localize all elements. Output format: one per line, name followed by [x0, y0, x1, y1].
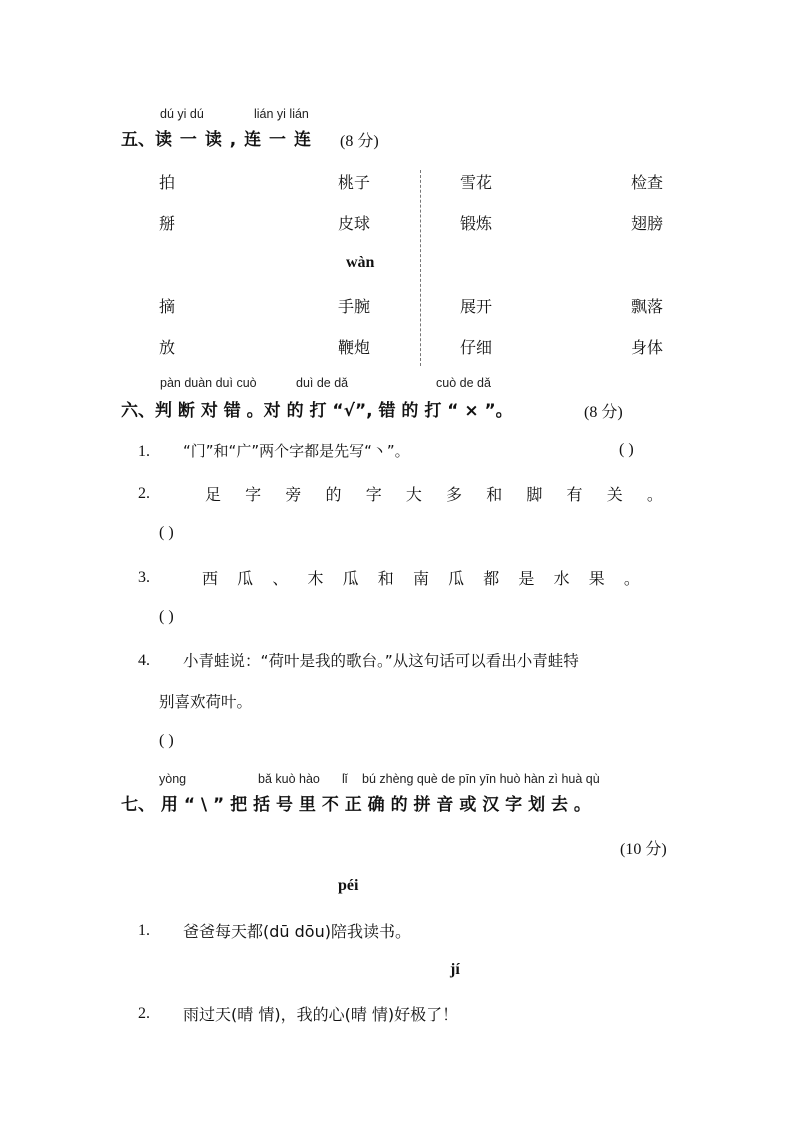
sec5-title: 五、读 一 读 , 连 一 连 [121, 130, 311, 150]
grid-r1-c2[interactable]: 桃子 [338, 173, 371, 192]
sec7-score: (10 分) [620, 841, 667, 858]
sec7-title: 七、 用 “ \ ” 把 括 号 里 不 正 确 的 拼 音 或 汉 字 划 去 。 [121, 795, 591, 815]
q7-2-number: 2. [138, 1005, 150, 1022]
grid-r4-c2[interactable]: 鞭炮 [338, 338, 371, 357]
sec6-pinyin-b: duì de dǎ [296, 376, 349, 390]
grid-r1-c1[interactable]: 拍 [159, 173, 176, 192]
q6-2-char: 字 [365, 485, 382, 504]
sec6-score: (8 分) [584, 404, 623, 421]
q6-2-number: 2. [138, 485, 150, 502]
q6-2-char: 脚 [526, 485, 543, 504]
sec7-pinyin-rest: bú zhèng què de pīn yīn huò hàn zì huà qù [362, 772, 600, 786]
sec6-pinyin-c: cuò de dǎ [436, 376, 491, 390]
q6-2-char: 足 [205, 485, 222, 504]
grid-r1-c4[interactable]: 检查 [631, 173, 664, 192]
grid-r4-c4[interactable]: 身体 [631, 338, 664, 357]
q7-2-text[interactable]: 雨过天(晴 情)，我的心(晴 情)好极了！ [183, 1005, 459, 1024]
q6-3-char: 木 [307, 569, 324, 588]
q6-2-char: 的 [325, 485, 342, 504]
q6-3-char: 瓜 [237, 569, 254, 588]
q6-3-char: 果 [588, 569, 605, 588]
q7-1-pinyin: péi [338, 877, 359, 894]
q6-2-char: 旁 [285, 485, 302, 504]
q6-3-char: 水 [553, 569, 570, 588]
grid-r1-c3[interactable]: 雪花 [460, 173, 493, 192]
grid-r2-c3[interactable]: 锻炼 [460, 214, 493, 233]
q6-3-char: 西 [202, 569, 219, 588]
grid-r3-c2[interactable]: 手腕 [338, 297, 371, 316]
q6-2-text [205, 482, 663, 505]
q6-3-char: 都 [483, 569, 500, 588]
q6-2-answer-box[interactable]: ( ) [159, 524, 174, 541]
q6-3-char: 瓜 [448, 569, 465, 588]
q6-3-text [202, 566, 640, 589]
q6-3-number: 3. [138, 569, 150, 586]
q6-4-answer-box[interactable]: ( ) [159, 732, 174, 749]
q6-2-char: 和 [486, 485, 503, 504]
grid-r2-c4[interactable]: 翅膀 [631, 214, 664, 233]
q6-4-line1: 小青蛙说：“荷叶是我的歌台。”从这句话可以看出小青蛙特 [183, 652, 579, 670]
q6-2-char: 多 [446, 485, 463, 504]
q7-1-number: 1. [138, 922, 150, 939]
q6-3-answer-box[interactable]: ( ) [159, 608, 174, 625]
q6-2-char: 。 [646, 485, 663, 504]
q6-2-char: 大 [405, 485, 422, 504]
q6-3-char: 南 [412, 569, 429, 588]
sec5-pinyin-a: dú yi dú [160, 107, 204, 121]
q6-4-number: 4. [138, 652, 150, 669]
grid-r2-c1[interactable]: 掰 [159, 214, 176, 233]
column-divider [420, 170, 421, 366]
q7-2-pinyin: jí [450, 961, 460, 978]
q6-4-line2: 别喜欢荷叶。 [159, 693, 253, 711]
sec6-title: 六、判 断 对 错 。对 的 打 “√”, 错 的 打 “ × ”。 [121, 401, 513, 421]
q6-3-char: 、 [272, 569, 289, 588]
sec7-pinyin-li: lǐ [342, 772, 348, 786]
q6-1-number: 1. [138, 443, 150, 460]
grid-r3-c1[interactable]: 摘 [159, 297, 176, 316]
grid-r3-c4[interactable]: 飘落 [631, 297, 664, 316]
q6-2-char: 字 [245, 485, 262, 504]
q7-1-text[interactable]: 爸爸每天都(dū dōu)陪我读书。 [183, 922, 411, 941]
q6-3-char: 是 [518, 569, 535, 588]
grid-r3-c3[interactable]: 展开 [460, 297, 493, 316]
q6-3-char: 。 [623, 569, 640, 588]
q6-1-text: “门”和“广”两个字都是先写“丶”。 [183, 442, 410, 460]
sec5-score: (8 分) [340, 133, 379, 150]
grid-wan-pinyin: wàn [346, 254, 375, 271]
grid-r4-c1[interactable]: 放 [159, 338, 176, 357]
sec7-pinyin-yong: yòng [159, 772, 187, 786]
q6-1-answer-box[interactable]: ( ) [619, 441, 634, 458]
sec7-pinyin-bkh: bǎ kuò hào [258, 772, 320, 786]
grid-r2-c2[interactable]: 皮球 [338, 214, 371, 233]
q6-3-char: 瓜 [342, 569, 359, 588]
q6-2-char: 关 [606, 485, 623, 504]
sec6-pinyin-a: pàn duàn duì cuò [160, 376, 257, 390]
q6-2-char: 有 [566, 485, 583, 504]
grid-r4-c3[interactable]: 仔细 [460, 338, 493, 357]
sec5-pinyin-b: lián yi lián [254, 107, 309, 121]
q6-3-char: 和 [377, 569, 394, 588]
